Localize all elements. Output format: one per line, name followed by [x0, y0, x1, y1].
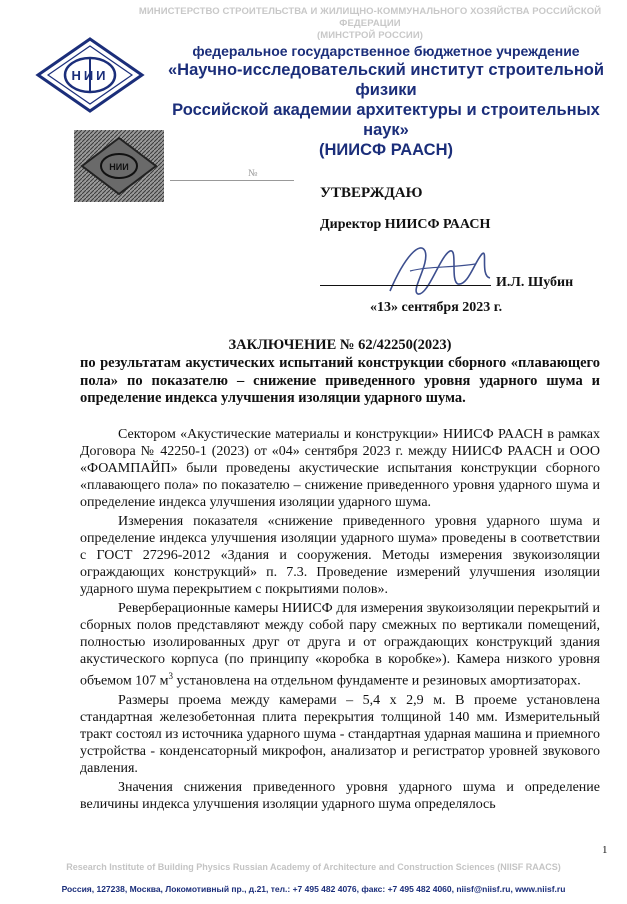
- document-number-line: [170, 168, 294, 181]
- paragraph-5: Значения снижения приведенного уровня ударного шума и определение величины индекса улучшения изоляции ударного шума определялось: [80, 779, 600, 812]
- number-label: №: [248, 168, 258, 179]
- paragraph-3: [80, 600, 600, 690]
- institution-type: федеральное государственное бюджетное учреждение: [192, 43, 580, 59]
- approval-heading: УТВЕРЖДАЮ: [320, 185, 423, 201]
- logo-text: НИИ: [71, 68, 109, 83]
- institution-abbreviation: (НИИСФ РААСН): [318, 141, 453, 159]
- signature-line: [320, 285, 491, 286]
- institution-name-line2: Российской академии архитектуры и строительных наук»: [172, 101, 600, 139]
- institution-header: [148, 42, 624, 160]
- svg-text:НИИ: НИИ: [109, 162, 129, 172]
- paragraph-2: Измерения показателя «снижение приведенного уровня ударного шума и определение индекса улучшения изоляции ударного шума» проведены в соответствии с ГОСТ 27296-2012 «Здания и сооружения. Методы измерения звукоизоляции ограждающих конструкций» п. 7.3. Проведение измерений улучшения изоляции ударного шума перекрытием с покрытиями полов».: [80, 514, 600, 597]
- paragraph-3-text: Реверберационные камеры НИИСФ для измерения звукоизоляции перекрытий и сборных полов представляют между собой пару смежных по вертикали помещений, полностью изолированных друг от друга и от ограждающих конструкций здания акустического корпуса (по принципу «коробка в коробке»). Камера низкого уровня объемом 107 м: [80, 601, 600, 689]
- institute-logo: [34, 36, 146, 114]
- approval-position: Директор НИИСФ РААСН: [320, 217, 491, 232]
- document-body: [80, 426, 600, 815]
- footer-address: Россия, 127238, Москва, Локомотивный пр., д.21, тел.: +7 495 482 4076, факс: +7 495 482 4060, niisf@niisf.ru, www.niisf.ru: [61, 884, 566, 894]
- approver-name: И.Л. Шубин: [496, 275, 574, 290]
- footer-english-name: Research Institute of Building Physics Russian Academy of Architecture and Construction Sciences (NIISF RAACS): [66, 862, 561, 872]
- page-number: 1: [602, 844, 608, 856]
- document-subject: по результатам акустических испытаний конструкции сборного «плавающего пола» по показателю – снижение приведенного уровня ударного шума и определение индекса улучшения изоляции ударного шума.: [80, 355, 600, 406]
- document-title: ЗАКЛЮЧЕНИЕ № 62/42250(2023): [228, 337, 452, 353]
- ministry-short-name: (МИНСТРОЙ РОССИИ): [316, 30, 424, 41]
- director-signature: [380, 236, 500, 306]
- institution-name-line1: «Научно-исследовательский институт строительной физики: [167, 61, 605, 99]
- approval-date: «13» сентября 2023 г.: [370, 300, 503, 315]
- ministry-name: МИНИСТЕРСТВО СТРОИТЕЛЬСТВА И ЖИЛИЩНО-КОММУНАЛЬНОГО ХОЗЯЙСТВА РОССИЙСКОЙ ФЕДЕРАЦИИ: [138, 6, 602, 29]
- paragraph-3-end: установлена на отдельном фундаменте и резиновых амортизаторах.: [173, 673, 581, 689]
- paragraph-1: Сектором «Акустические материалы и конструкции» НИИСФ РААСН в рамках Договора № 42250-1 (2023) от «04» сентября 2023 г. между НИИСФ РААСН и ООО «ФОАМПАЙП» были проведены акустические испытания конструкции сборного «плавающего пола» по показателю – снижение приведенного уровня ударного шума и определение индекса улучшения изоляции ударного шума.: [80, 427, 600, 510]
- ministry-header: [120, 6, 620, 42]
- cubic-superscript: 3: [168, 671, 174, 681]
- hologram-stamp: [74, 130, 164, 202]
- paragraph-4: Размеры проема между камерами – 5,4 х 2,9 м. В проеме установлена стандартная железобетонная плита перекрытия толщиной 140 мм. Измерительный тракт состоял из источника ударного шума - стандартная ударная машина и приемного устройства - конденсаторный микрофон, анализатор и регистратор уровней звукового давления.: [80, 692, 600, 776]
